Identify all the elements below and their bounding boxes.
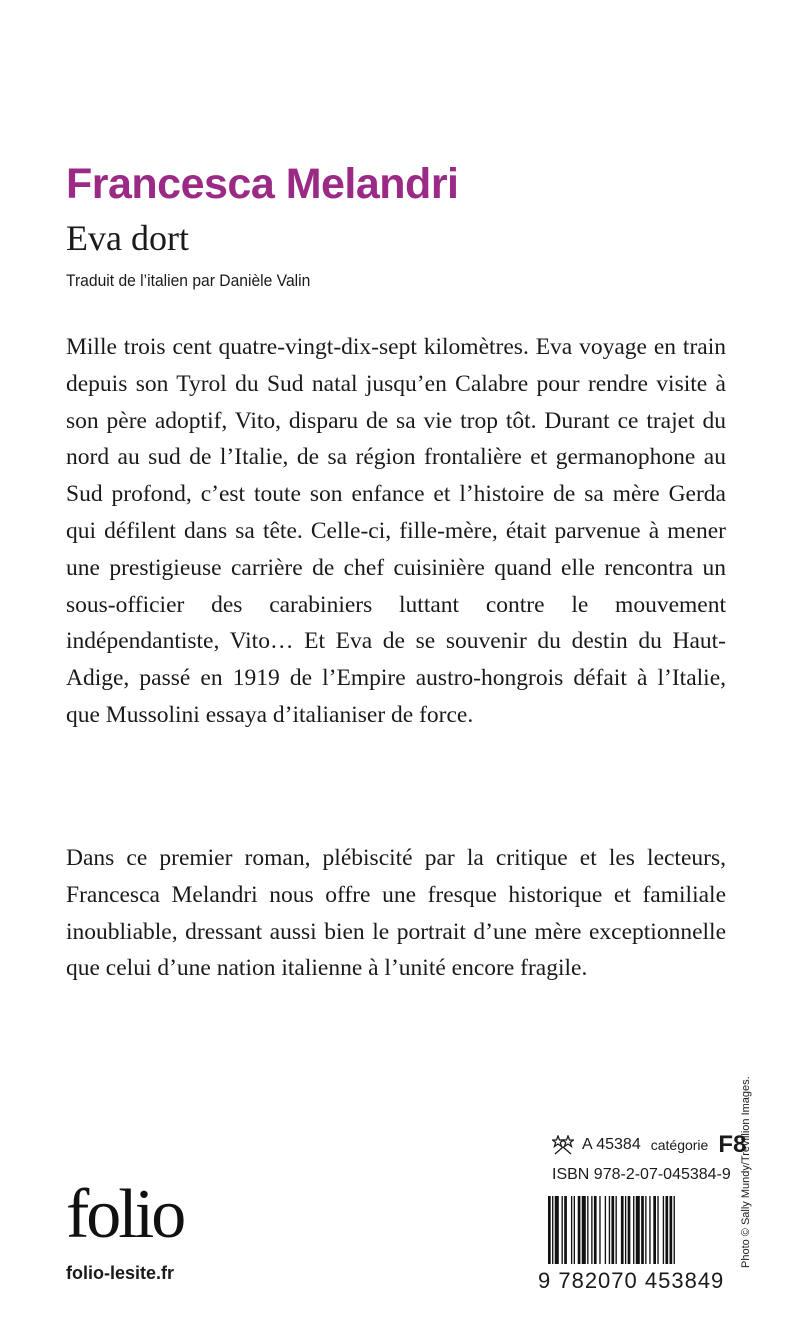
- folio-logo: folio: [66, 1176, 184, 1253]
- category-value: F8: [718, 1131, 747, 1158]
- website: folio-lesite.fr: [66, 1263, 175, 1283]
- gallimard-stars-icon: [552, 1135, 574, 1155]
- blurb-paragraph-2: Dans ce premier roman, plébiscité par la critique et les lecteurs, Francesca Melandri nous offre une fresque historique et familiale inoubliable, dressant aussi bien le portrait d’une mère exceptionnelle que celui d’une nation italienne à l’unité encore fragile.: [66, 845, 726, 982]
- isbn: ISBN 978-2-07-045384-9: [552, 1166, 731, 1183]
- barcode: [546, 1196, 722, 1264]
- author-name: Francesca Melandri: [66, 160, 459, 208]
- photo-credit: Photo © Sally Mundy/Trevillion Images.: [740, 1076, 752, 1268]
- category-label: catégorie: [650, 1137, 709, 1153]
- publisher-code: A 45384: [582, 1136, 641, 1153]
- book-title: Eva dort: [66, 218, 189, 258]
- blurb-paragraph-1: Mille trois cent quatre-vingt-dix-sept kilomètres. Eva voyage en train depuis son Tyrol du Sud natal jusqu’en Calabre pour rendre visite à son père adoptif, Vito, disparu de sa vie trop tôt. Durant ce trajet du nord au sud de l’Italie, de sa région frontalière et germanophone au Sud profond, c’est toute son enfance et l’histoire de sa mère Gerda qui défilent dans sa tête. Celle-ci, fille-mère, était parvenue à mener une prestigieuse carrière de chef cuisinière quand elle rencontra un sous-officier des carabiniers luttant contre le mouvement indépendantiste, Vito… Et Eva de se souvenir du destin du Haut-Adige, passé en 1919 de l’Empire austro-hongrois défait à l’Italie, que Mussolini essaya d’italianiser de force.: [66, 334, 726, 728]
- translator-credit: Traduit de l’italien par Danièle Valin: [66, 271, 311, 290]
- catalogue-line: [552, 1130, 746, 1160]
- barcode-digits: 9 782070 453849: [538, 1268, 725, 1293]
